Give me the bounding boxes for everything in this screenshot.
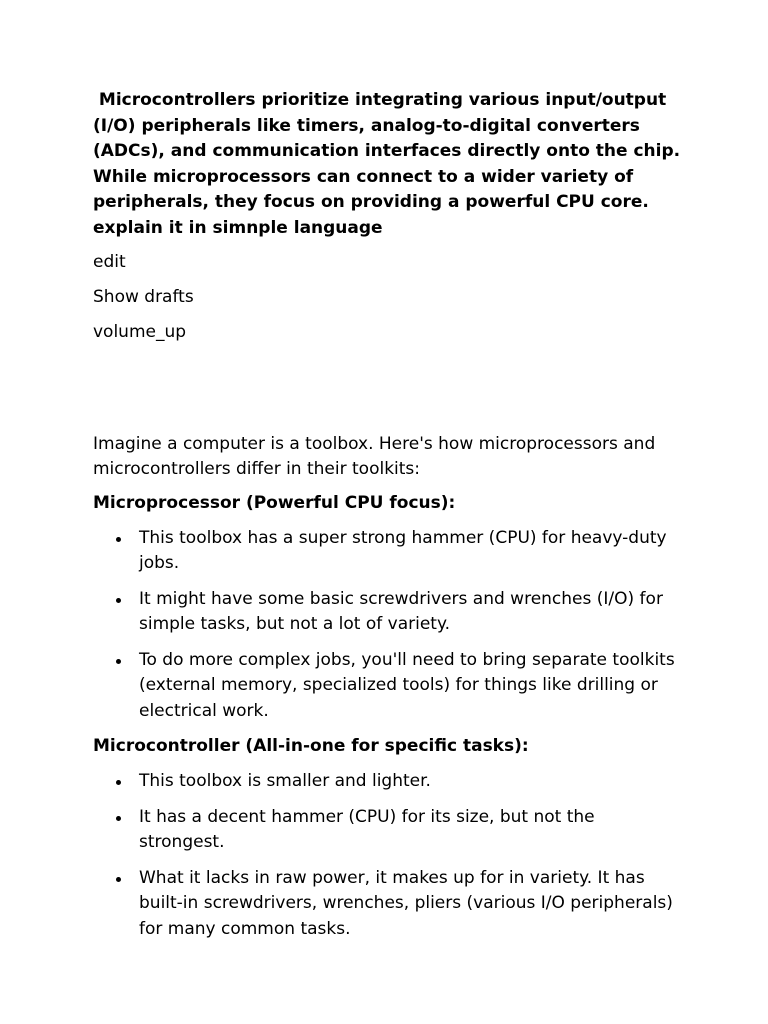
section-heading-microprocessor: Microprocessor (Powerful CPU focus):: [93, 492, 456, 513]
show-drafts-link[interactable]: Show drafts: [93, 286, 194, 307]
bullet-icon: [116, 877, 121, 882]
volume-up-icon[interactable]: volume_up: [93, 321, 187, 342]
list-item: [139, 587, 683, 638]
bullet-list-microprocessor: [93, 526, 683, 725]
bullet-icon: [116, 816, 121, 821]
list-item: [139, 526, 683, 577]
bullet-icon: [116, 780, 121, 785]
list-item-text: This toolbox is smaller and lighter.: [139, 771, 431, 792]
list-item: [139, 866, 683, 943]
bullet-icon: [116, 537, 121, 542]
bullet-list-microcontroller: [93, 769, 683, 942]
list-item: [139, 648, 683, 725]
bullet-icon: [116, 659, 121, 664]
section-heading-microcontroller: Microcontroller (All-in-one for specific tasks):: [93, 736, 529, 757]
bullet-icon: [116, 598, 121, 603]
list-item-text: What it lacks in raw power, it makes up for in variety. It has built-in screwdrivers, wrenches, pliers (various I/O peripherals) for many common tasks.: [139, 867, 673, 939]
list-item-text: This toolbox has a super strong hammer (CPU) for heavy-duty jobs.: [139, 527, 667, 574]
list-item-text: To do more complex jobs, you'll need to bring separate toolkits (external memory, specialized tools) for things like drilling or electrical work.: [139, 649, 675, 721]
edit-link[interactable]: edit: [93, 251, 126, 272]
list-item: [139, 769, 683, 795]
list-item-text: It might have some basic screwdrivers and wrenches (I/O) for simple tasks, but not a lot of variety.: [139, 588, 663, 635]
list-item: [139, 805, 683, 856]
document-page: [93, 88, 687, 952]
list-item-text: It has a decent hammer (CPU) for its size, but not the strongest.: [139, 806, 595, 853]
user-prompt: Microcontrollers prioritize integrating various input/output (I/O) peripherals like timers, analog-to-digital converters (ADCs), and communication interfaces directly onto the chip. While microprocessors can connect to a wider variety of peripherals, they focus on providing a powerful CPU core. explain it in simnple language: [93, 90, 687, 238]
spacer: [93, 355, 683, 432]
intro-paragraph: Imagine a computer is a toolbox. Here's how microprocessors and microcontrollers differ in their toolkits:: [93, 433, 656, 480]
